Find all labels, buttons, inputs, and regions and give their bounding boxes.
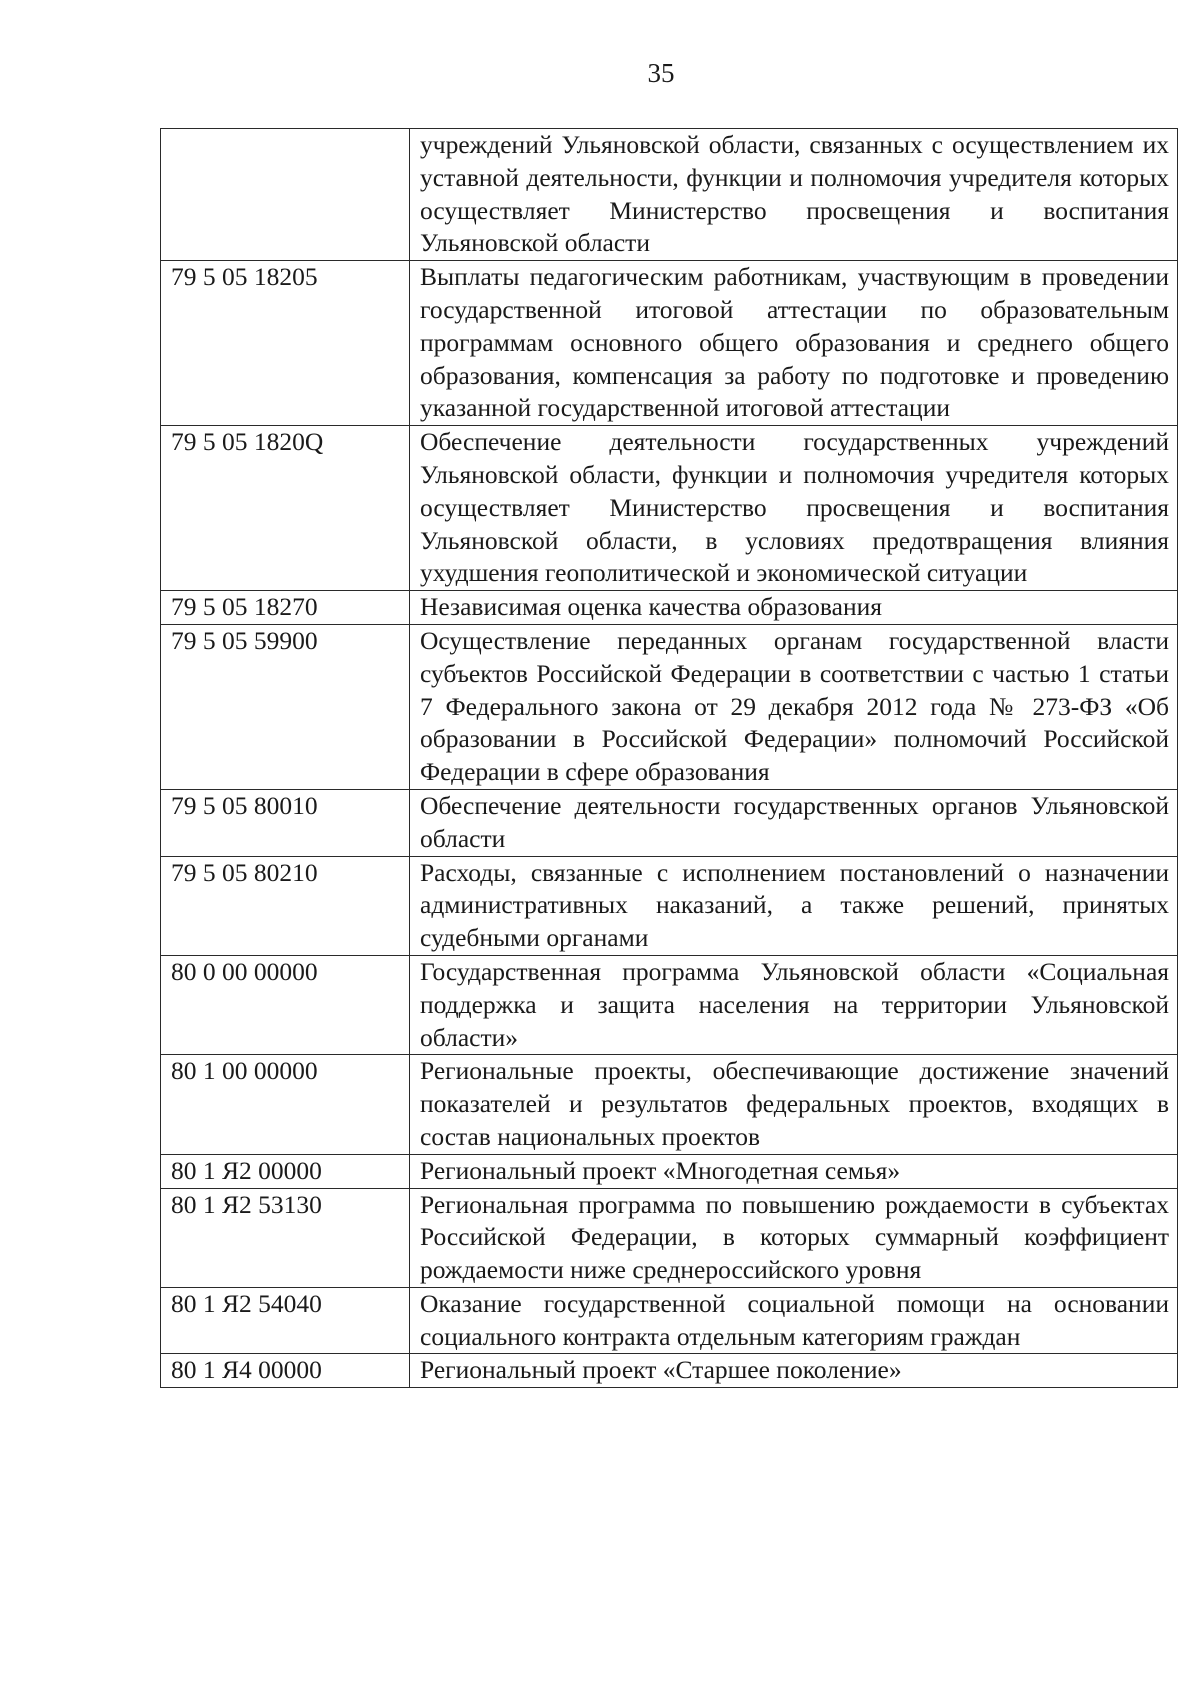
table-row — [161, 591, 1178, 625]
table-row — [161, 1154, 1178, 1188]
description-cell: учреждений Ульяновской области, связанных с осуществлением их уставной деятельности, функции и полномочия учредителя которых осуществляет Министерство просвещения и воспитания Ульяновской области — [410, 129, 1178, 261]
table-row — [161, 426, 1178, 591]
description-cell: Государственная программа Ульяновской области «Социальная поддержка и защита населения на территории Ульяновской области» — [410, 955, 1178, 1054]
table-row — [161, 1188, 1178, 1287]
description-cell: Обеспечение деятельности государственных органов Ульяновской области — [410, 789, 1178, 856]
description-cell: Региональная программа по повышению рождаемости в субъектах Российской Федерации, в которых суммарный коэффициент рождаемости ниже среднероссийского уровня — [410, 1188, 1178, 1287]
budget-codes-table — [160, 128, 1178, 1388]
code-cell: 79 5 05 80210 — [161, 856, 410, 955]
table-row — [161, 789, 1178, 856]
code-cell: 79 5 05 59900 — [161, 624, 410, 789]
table-row — [161, 856, 1178, 955]
description-cell: Обеспечение деятельности государственных учреждений Ульяновской области, функции и полномочия учредителя которых осуществляет Министерство просвещения и воспитания Ульяновской области, в условиях предотвращения влияния ухудшения геополитической и экономической ситуации — [410, 426, 1178, 591]
code-cell: 80 1 Я2 54040 — [161, 1287, 410, 1354]
description-cell: Региональный проект «Многодетная семья» — [410, 1154, 1178, 1188]
table-row — [161, 129, 1178, 261]
code-cell: 79 5 05 80010 — [161, 789, 410, 856]
description-cell: Региональные проекты, обеспечивающие достижение значений показателей и результатов федеральных проектов, входящих в состав национальных проектов — [410, 1055, 1178, 1154]
description-cell: Осуществление переданных органам государственной власти субъектов Российской Федерации в соответствии с частью 1 статьи 7 Федерального закона от 29 декабря 2012 года № 273-ФЗ «Об образовании в Российской Федерации» полномочий Российской Федерации в сфере образования — [410, 624, 1178, 789]
code-cell: 79 5 05 1820Q — [161, 426, 410, 591]
code-cell: 79 5 05 18205 — [161, 261, 410, 426]
description-cell: Расходы, связанные с исполнением постановлений о назначении административных наказаний, а также решений, принятых судебными органами — [410, 856, 1178, 955]
description-cell: Выплаты педагогическим работникам, участвующим в проведении государственной итоговой аттестации по образовательным программам основного общего образования и среднего общего образования, компенсация за работу по подготовке и проведению указанной государственной итоговой аттестации — [410, 261, 1178, 426]
code-cell: 80 1 00 00000 — [161, 1055, 410, 1154]
table-row — [161, 1287, 1178, 1354]
code-cell: 79 5 05 18270 — [161, 591, 410, 625]
description-cell: Оказание государственной социальной помощи на основании социального контракта отдельным категориям граждан — [410, 1287, 1178, 1354]
table-row — [161, 624, 1178, 789]
description-cell: Региональный проект «Старшее поколение» — [410, 1354, 1178, 1388]
table-row — [161, 1354, 1178, 1388]
description-cell: Независимая оценка качества образования — [410, 591, 1178, 625]
code-cell: 80 1 Я2 53130 — [161, 1188, 410, 1287]
table-row — [161, 261, 1178, 426]
code-cell — [161, 129, 410, 261]
code-cell: 80 1 Я4 00000 — [161, 1354, 410, 1388]
page-number: 35 — [647, 58, 675, 88]
table-row — [161, 955, 1178, 1054]
code-cell: 80 1 Я2 00000 — [161, 1154, 410, 1188]
table-row — [161, 1055, 1178, 1154]
code-cell: 80 0 00 00000 — [161, 955, 410, 1054]
